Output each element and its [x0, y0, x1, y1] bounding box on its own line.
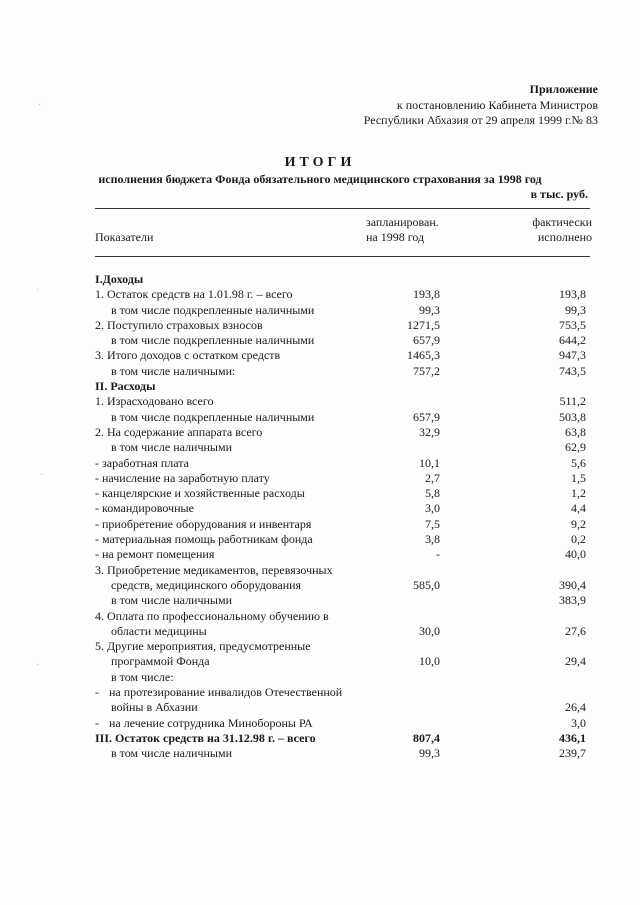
column-header-planned-line2: на 1998 год [366, 230, 425, 244]
actual-value: 436,1 [559, 730, 586, 745]
table-row [95, 731, 590, 746]
row-label: - командировочные [95, 501, 194, 516]
actual-value: 1,5 [571, 470, 586, 485]
table-row [95, 624, 590, 639]
row-label: 1. Остаток средств на 1.01.98 г. – всего [95, 287, 293, 302]
row-label: в том числе наличными: [111, 363, 236, 378]
appendix-line-2: к постановлению Кабинета Министров [396, 97, 598, 112]
actual-value: 511,2 [559, 394, 586, 409]
planned-value: 757,2 [413, 363, 440, 378]
planned-value: 657,9 [413, 333, 440, 348]
row-label: - заработная плата [95, 455, 189, 470]
actual-value: 947,3 [559, 348, 586, 363]
table-top-rule [95, 208, 590, 209]
planned-value: 7,5 [425, 516, 440, 531]
actual-value: 390,4 [559, 577, 586, 592]
scan-speck: · [40, 470, 44, 481]
column-header-actual-line1: фактически [532, 215, 592, 229]
table-row [95, 593, 590, 608]
table-row [95, 410, 590, 425]
table-row [95, 303, 590, 318]
table-row [95, 364, 590, 379]
actual-value: 5,6 [571, 455, 586, 470]
planned-value: 2,7 [425, 470, 440, 485]
table-row [95, 456, 590, 471]
row-label: в том числе наличными [111, 746, 233, 761]
actual-value: 0,2 [571, 532, 586, 547]
list-bullet: - [95, 715, 99, 730]
row-label: 3. Приобретение медикаментов, перевязочных [95, 562, 333, 577]
planned-value: 3,0 [425, 501, 440, 516]
document-subtitle: исполнения бюджета Фонда обязательного медицинского страхования за 1998 год [98, 172, 542, 186]
table-row [95, 670, 590, 685]
actual-value: 644,2 [559, 333, 586, 348]
row-label: II. Расходы [95, 379, 156, 394]
table-row [95, 501, 590, 516]
row-label: 3. Итого доходов с остатком средств [95, 348, 281, 363]
table-row [95, 547, 590, 562]
column-header-planned-line1: запланирован. [366, 215, 439, 229]
row-label: на лечение сотрудника Минобороны РА [109, 715, 313, 730]
appendix-line-3: Республики Абхазия от 29 апреля 1999 г.№ 83 [363, 113, 598, 127]
actual-value: 26,4 [565, 700, 586, 715]
table-row [95, 348, 590, 363]
actual-value: 193,8 [559, 287, 586, 302]
table-row [95, 486, 590, 501]
scan-speck: · [36, 285, 40, 296]
table-row [95, 272, 590, 287]
table-row [95, 287, 590, 302]
column-header-actual-line2: исполнено [537, 230, 592, 244]
actual-value: 239,7 [559, 746, 586, 761]
scan-speck: · [38, 100, 42, 111]
planned-value: - [436, 547, 440, 562]
actual-value: 9,2 [571, 516, 586, 531]
document-title: ИТОГИ [284, 155, 356, 170]
row-label: - приобретение оборудования и инвентаря [95, 516, 312, 531]
actual-value: 63,8 [565, 424, 586, 439]
row-label: в том числе подкрепленные наличными [111, 302, 315, 317]
planned-value: 99,3 [419, 746, 440, 761]
row-label: программой Фонда [111, 654, 210, 669]
table-row [95, 609, 590, 624]
actual-value: 29,4 [565, 654, 586, 669]
row-label: 5. Другие мероприятия, предусмотренные [95, 639, 311, 654]
table-row [95, 563, 590, 578]
column-header-indicators: Показатели [95, 230, 154, 244]
row-label: 2. Поступило страховых взносов [95, 317, 263, 332]
table-row [95, 394, 590, 409]
row-label: области медицины [111, 623, 207, 638]
table-row [95, 578, 590, 593]
planned-value: 1271,5 [407, 317, 440, 332]
actual-value: 383,9 [559, 593, 586, 608]
table-row [95, 639, 590, 654]
row-label: 4. Оплата по профессиональному обучению в [95, 608, 329, 623]
row-label: в том числе: [111, 669, 174, 684]
table-row [95, 379, 590, 394]
scan-speck: · [36, 660, 40, 671]
planned-value: 30,0 [419, 623, 440, 638]
planned-value: 5,8 [425, 486, 440, 501]
row-label: 1. Израсходовано всего [95, 394, 214, 409]
actual-value: 743,5 [559, 363, 586, 378]
row-label: в том числе подкрепленные наличными [111, 333, 315, 348]
planned-value: 657,9 [413, 409, 440, 424]
table-row [95, 716, 590, 731]
planned-value: 1465,3 [407, 348, 440, 363]
actual-value: 27,6 [565, 623, 586, 638]
units-label: в тыс. руб. [530, 187, 588, 201]
table-row [95, 425, 590, 440]
row-label: в том числе наличными [111, 440, 233, 455]
planned-value: 585,0 [413, 577, 440, 592]
budget-table [95, 272, 590, 762]
planned-value: 193,8 [413, 287, 440, 302]
planned-value: 10,0 [419, 654, 440, 669]
row-label: войны в Абхазии [111, 700, 198, 715]
planned-value: 3,8 [425, 532, 440, 547]
row-label: средств, медицинского оборудования [111, 577, 302, 592]
list-bullet: - [95, 685, 99, 700]
actual-value: 99,3 [565, 302, 586, 317]
row-label: в том числе подкрепленные наличными [111, 409, 315, 424]
planned-value: 99,3 [419, 302, 440, 317]
table-row [95, 471, 590, 486]
table-row [95, 746, 590, 761]
table-header-rule [95, 256, 590, 257]
actual-value: 503,8 [559, 409, 586, 424]
actual-value: 4,4 [571, 501, 586, 516]
planned-value: 10,1 [419, 455, 440, 470]
table-row [95, 440, 590, 455]
actual-value: 753,5 [559, 317, 586, 332]
table-row [95, 517, 590, 532]
actual-value: 40,0 [565, 547, 586, 562]
actual-value: 62,9 [565, 440, 586, 455]
table-row [95, 532, 590, 547]
row-label: 2. На содержание аппарата всего [95, 424, 263, 439]
row-label: - материальная помощь работникам фонда [95, 532, 313, 547]
row-label: - канцелярские и хозяйственные расходы [95, 486, 305, 501]
appendix-block [364, 82, 598, 129]
table-row [95, 654, 590, 669]
row-label: - начисление на заработную плату [95, 470, 270, 485]
planned-value: 32,9 [419, 424, 440, 439]
actual-value: 1,2 [571, 486, 586, 501]
table-row [95, 318, 590, 333]
planned-value: 807,4 [413, 730, 440, 745]
row-label: III. Остаток средств на 31.12.98 г. – всего [95, 730, 316, 745]
row-label: на протезирование инвалидов Отечественной [109, 685, 343, 700]
actual-value: 3,0 [571, 715, 586, 730]
row-label: - на ремонт помещения [95, 547, 215, 562]
table-row [95, 685, 590, 700]
column-header-planned [366, 215, 439, 245]
table-row [95, 333, 590, 348]
row-label: I.Доходы [95, 272, 144, 286]
appendix-title: Приложение [529, 82, 598, 96]
row-label: в том числе наличными [111, 593, 233, 608]
column-header-actual [532, 215, 592, 245]
table-row [95, 700, 590, 715]
